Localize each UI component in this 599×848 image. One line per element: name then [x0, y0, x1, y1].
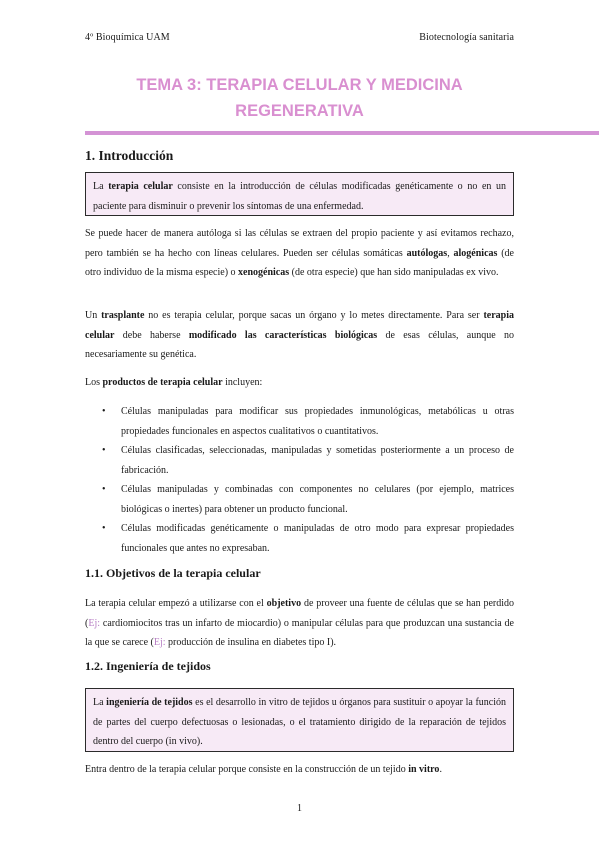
products-list [85, 402, 514, 558]
bullet-icon: • [102, 523, 106, 534]
list-item: • Células manipuladas y combinadas con componentes no celulares (por ejemplo, matrices biológicas o inertes) para obtener un producto funcional. [85, 480, 514, 519]
paragraph-productos: Los productos de terapia celular incluyen: [85, 377, 263, 388]
definition-box-terapia-celular: La terapia celular consiste en la introducción de células modificadas genéticamente o no en un paciente para disminuir o prevenir los síntomas de una enfermedad. [85, 172, 514, 216]
definition-box-ingenieria-tejidos: La ingeniería de tejidos es el desarrollo in vitro de tejidos u órganos para sustituir o apoyar la función de partes del cuerpo defectuosas o lesionadas, o el tratamiento dirigido de la reparación de tejidos dentro del cuerpo (in vivo). [85, 688, 514, 752]
paragraph-in-vitro: Entra dentro de la terapia celular porque consiste en la construcción de un tejido in vitro. [85, 764, 442, 775]
page-title [60, 72, 539, 124]
title-line-1: TEMA 3: TERAPIA CELULAR Y MEDICINA [136, 76, 463, 94]
header-left: 4º Bioquímica UAM [85, 32, 170, 43]
title-line-2: REGENERATIVA [235, 102, 364, 120]
title-divider [85, 131, 599, 135]
paragraph-objetivos: La terapia celular empezó a utilizarse con el objetivo de proveer una fuente de células que se han perdido (Ej: cardiomiocitos tras un infarto de miocardio) o manipular células para que produzcan una sustancia de la que se carece (Ej: producción de insulina en diabetes tipo I). [85, 598, 514, 648]
list-item: • Células manipuladas para modificar sus propiedades inmunológicas, metabólicas u otras propiedades funcionales en aspectos cualitativos o cuantitativos. [85, 402, 514, 441]
section-heading-objetivos: 1.1. Objetivos de la terapia celular [85, 566, 261, 580]
section-heading-introduccion: 1. Introducción [85, 148, 174, 163]
header-right: Biotecnología sanitaria [419, 32, 514, 43]
bullet-icon: • [102, 484, 106, 495]
example-label: Ej: [153, 637, 166, 648]
bullet-icon: • [102, 406, 106, 417]
page-number: 1 [297, 803, 302, 814]
bullet-icon: • [102, 445, 106, 456]
paragraph-trasplante: Un trasplante no es terapia celular, porque sacas un órgano y lo metes directamente. Para ser terapia celular debe haberse modificado las características biológicas de esas células, aunque no necesariamente su genética. [85, 310, 514, 360]
example-label: Ej: [88, 617, 101, 629]
section-heading-ingenieria: 1.2. Ingeniería de tejidos [85, 659, 211, 673]
term-terapia-celular: terapia celular [108, 181, 173, 192]
paragraph-autologa: Se puede hacer de manera autóloga si las células se extraen del propio paciente y así evitamos rechazo, pero también se ha hecho con líneas celulares. Pueden ser células somáticas autólogas, alogénicas (de otro individuo de la misma especie) o xenogénicas (de otra especie) que han sido manipuladas ex vivo. [85, 228, 514, 278]
list-item: • Células modificadas genéticamente o manipuladas de otro modo para expresar propiedades funcionales que antes no expresaban. [85, 519, 514, 558]
list-item: • Células clasificadas, seleccionadas, manipuladas y sometidas posteriormente a un proceso de fabricación. [85, 441, 514, 480]
